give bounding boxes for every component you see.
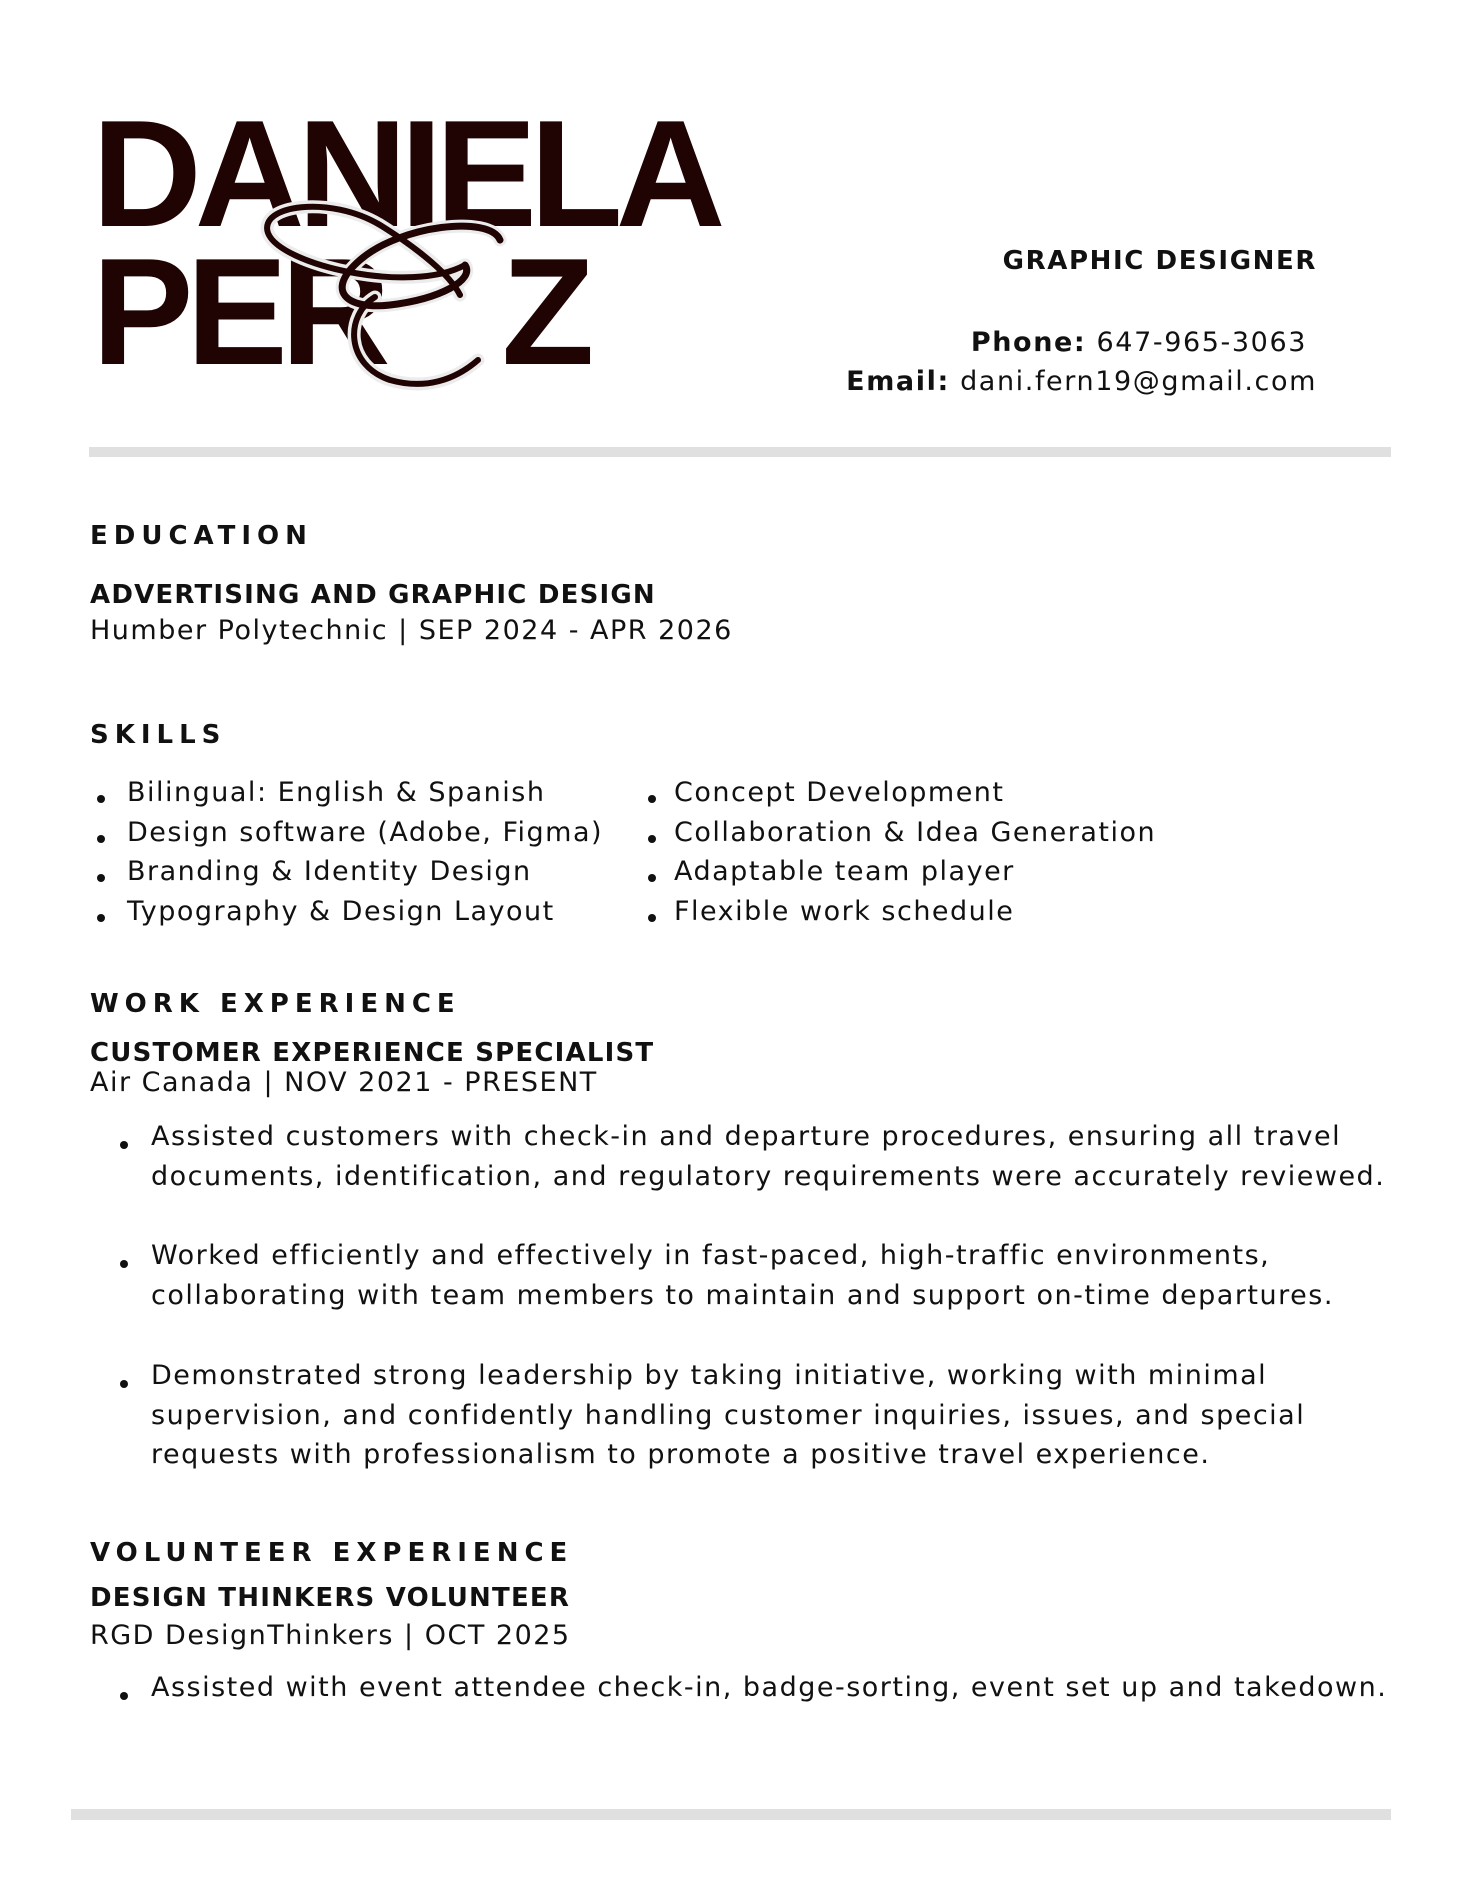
volunteer-entry-subtitle: RGD DesignThinkers | OCT 2025 [90,1620,571,1651]
bullet-line: Demonstrated strong leadership by taking initiative, working with minimal [151,1360,1268,1391]
bullet-icon [120,1380,128,1388]
phone-label: Phone: [970,327,1087,358]
bullet-icon [97,874,105,882]
skill-item: Bilingual: English & Spanish [127,777,546,808]
bullet-line: Assisted customers with check-in and departure procedures, ensuring all travel [151,1121,1342,1152]
bullet-line: requests with professionalism to promote a positive travel experience. [151,1439,1211,1471]
bullet-icon [648,835,656,843]
volunteer-entry-title: DESIGN THINKERS VOLUNTEER [90,1583,571,1613]
bullet-icon [648,914,656,922]
skills-heading: SKILLS [90,720,227,750]
skill-item: Flexible work schedule [674,896,1015,927]
name-last-start: PER [92,227,384,397]
phone-value[interactable]: 647-965-3063 [1096,327,1307,358]
bullet-line: collaborating with team members to maintain and support on-time departures. [151,1279,1334,1311]
bullet-icon [97,795,105,803]
bullet-line: documents, identification, and regulatory requirements were accurately reviewed. [151,1160,1386,1192]
volunteer-bullet [151,1668,1387,1708]
work-bullet [151,1236,1334,1315]
email-value[interactable]: dani.fern19@gmail.com [960,366,1317,397]
work-entry-title: CUSTOMER EXPERIENCE SPECIALIST [90,1038,655,1068]
bullet-icon [120,1141,128,1149]
skill-item: Concept Development [674,777,1005,808]
education-heading: EDUCATION [90,521,313,551]
header-divider [89,447,1391,457]
bullet-icon [648,874,656,882]
bullet-icon [120,1692,128,1700]
name-last-end: Z [501,227,588,397]
bullet-icon [97,914,105,922]
education-entry-title: ADVERTISING AND GRAPHIC DESIGN [90,580,656,610]
name-first-line: DANIELA [92,89,719,259]
skill-item: Branding & Identity Design [127,856,532,887]
bullet-line: Assisted with event attendee check-in, badge-sorting, event set up and takedown. [151,1672,1388,1703]
bullet-line: supervision, and confidently handling customer inquiries, issues, and special [151,1399,1306,1431]
work-heading: WORK EXPERIENCE [90,989,461,1019]
script-e-monogram-icon [250,185,520,395]
bullet-line: Worked efficiently and effectively in fast-paced, high-traffic environments, [151,1240,1271,1271]
job-title: GRAPHIC DESIGNER [1002,246,1317,276]
skill-item: Typography & Design Layout [127,896,555,927]
education-entry-subtitle: Humber Polytechnic | SEP 2024 - APR 2026 [90,615,733,646]
bullet-icon [97,835,105,843]
footer-divider [71,1809,1391,1820]
contact-email [846,366,1317,397]
skill-item: Design software (Adobe, Figma) [127,817,604,848]
work-bullet [151,1117,1385,1196]
contact-phone [971,327,1307,358]
bullet-icon [648,795,656,803]
skill-item: Collaboration & Idea Generation [674,817,1157,848]
bullet-icon [120,1260,128,1268]
skill-item: Adaptable team player [674,856,1015,887]
volunteer-heading: VOLUNTEER EXPERIENCE [90,1538,574,1568]
work-bullet [151,1356,1305,1475]
work-entry-subtitle: Air Canada | NOV 2021 - PRESENT [90,1067,598,1098]
email-label: Email: [846,366,950,397]
